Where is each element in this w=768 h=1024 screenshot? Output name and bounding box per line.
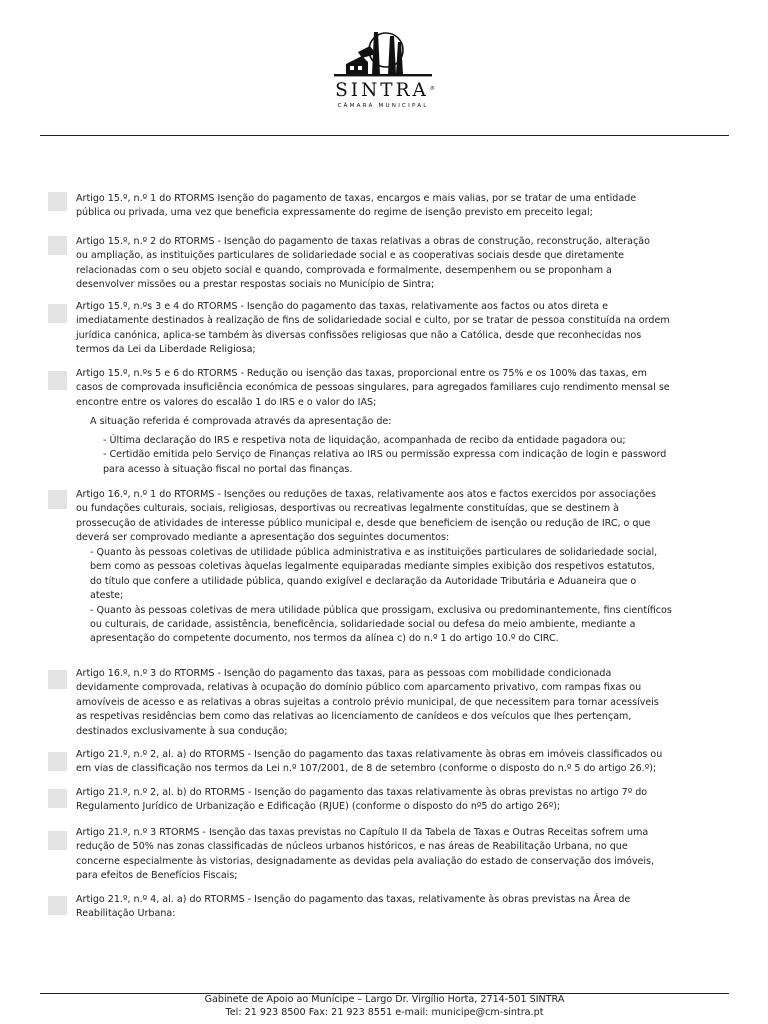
item-text: Artigo 21.º, n.º 2, al. a) do RTORMS - Isenção do pagamento das taxas relativamente às obras em imóveis classificados ou em vias de classificação nos termos da Lei n.º 107/2001, de 8 de setembro (conforme o disposto do n.º 5 do artigo 26.º); — [76, 749, 663, 775]
documentos-line: ateste; — [90, 590, 124, 602]
checkbox[interactable] — [48, 752, 67, 771]
checkbox[interactable] — [48, 490, 67, 509]
documentos-line: ou culturais, de caridade, assistência, beneficência, solidariedade social ou defesa do meio ambiente, mediante a — [90, 619, 636, 631]
documentos-line: bem como as pessoas coletivas àquelas legalmente equiparadas mediante simples exibição dos respetivos estatutos, — [90, 561, 655, 573]
item-text: Artigo 21.º, n.º 3 RTORMS - Isenção das taxas previstas no Capítulo II da Tabela de Taxas e Outras Receitas sofrem uma redução de 50% nas zonas classificadas de núcleos urbanos históricos, e nas áreas de Reabilitação Urbana, no que concerne especialmente às vistorias, designadamente as devidas pela avaliação do estado de conservação dos imóveis, para efeitos de Benefícios Fiscais; — [76, 827, 655, 882]
logo-name: SINTRA — [335, 80, 429, 101]
checkbox[interactable] — [48, 896, 67, 915]
sintra-logo — [330, 22, 440, 112]
item-text: Artigo 21.º, n.º 2, al. b) do RTORMS - Isenção do pagamento das taxas relativamente às obras previstas no artigo 7º do Regulamento Jurídico de Urbanização e Edificação (RJUE) (conforme o disposto do nº5 do artigo 26º); — [76, 787, 648, 813]
situacao-intro: A situação referida é comprovada através da apresentação de: — [90, 416, 392, 427]
checkbox[interactable] — [48, 831, 67, 850]
item-text: Artigo 21.º, n.º 4, al. a) do RTORMS - Isenção do pagamento das taxas, relativamente às obras previstas na Área de Reabilitação Urbana: — [76, 894, 631, 920]
item-text: Artigo 15.º, n.ºs 3 e 4 do RTORMS - Isenção do pagamento das taxas, relativamente aos factos ou atos direta e imediatamente destinados à realização de fins de solidariedade social e culto, por se tratar de pessoa constituída na ordem jurídica canónica, aplica-se também às diversas confissões religiosas que não a Católica, desde que reconhecidas nos termos da Lei da Liberdade Religiosa; — [76, 301, 670, 356]
situacao-line: para acesso à situação fiscal no portal das finanças. — [103, 463, 353, 475]
header-divider — [40, 135, 729, 136]
footer-address: Gabinete de Apoio ao Munícipe – Largo Dr. Virgílio Horta, 2714-501 SINTRA — [204, 994, 565, 1005]
situacao-list — [103, 434, 733, 477]
checkbox[interactable] — [48, 236, 67, 255]
situacao-block — [90, 415, 730, 429]
checkbox[interactable] — [48, 670, 67, 689]
checkbox[interactable] — [48, 192, 67, 211]
item-text: Artigo 15.º, n.ºs 5 e 6 do RTORMS - Redução ou isenção das taxas, proporcional entre os 75% e os 100% das taxas, em casos de comprovada insuficiência económica de pessoas singulares, para agregados familiares cujo rendimento mensal se encontre entre os valores do escalão 1 do IRS e o valor do IAS; — [76, 368, 670, 408]
checkbox[interactable] — [48, 789, 67, 808]
item-text: Artigo 16.º, n.º 1 do RTORMS - Isenções ou reduções de taxas, relativamente aos atos e factos exercidos por associações ou fundações culturais, sociais, religiosas, desportivas ou recreativas legalmente constituídas, que se destinem à prossecução de atividades de interesse público municipal e, desde que beneficiem de isenção ou redução de IRC, o que deverá ser comprovado mediante a apresentação dos seguintes documentos: — [76, 489, 656, 544]
item-text: Artigo 16.º, n.º 3 do RTORMS - Isenção do pagamento das taxas, para as pessoas com mobilidade condicionada devidamente comprovada, relativas à ocupação do domínio público com aparcamento privativo, com rampas fixas ou amovíveis de acesso e as relativas a obras sujeitas a controlo prévio municipal, de que necessitem para tornar acessíveis as respetivas residências bem como das relativas ao licenciamento de canídeos e dos veículos que lhes pertençam, destinados exclusivamente à sua condução; — [76, 668, 659, 737]
sintra-palace-icon — [332, 22, 436, 80]
documentos-line: - Quanto às pessoas coletivas de mera utilidade pública que prossigam, exclusiva ou predominantemente, fins científicos — [90, 604, 672, 616]
documentos-line: do título que confere a utilidade pública, quando exigível e declaração da Autoridade Tributária e Aduaneira que o — [90, 575, 637, 587]
situacao-line: - Certidão emitida pelo Serviço de Finanças relativa ao IRS ou permissão expressa com indicação de login e password — [103, 449, 667, 461]
checkbox[interactable] — [48, 304, 67, 323]
documentos-line: apresentação do competente documento, nos termos da alínea c) do n.º 1 do artigo 10.º do CIRC. — [90, 633, 559, 645]
item-text: Artigo 15.º, n.º 1 do RTORMS Isenção do pagamento de taxas, encargos e mais valias, por se tratar de uma entidade pública ou privada, uma vez que beneficia expressamente do regime de isenção previsto em preceito legal; — [76, 193, 637, 219]
documentos-line: - Quanto às pessoas coletivas de utilidade pública administrativa e as instituições particulares de solidariedade social, — [90, 547, 658, 558]
logo-subtitle: CÂMARA MUNICIPAL — [337, 103, 429, 109]
documentos-list — [90, 546, 730, 647]
registered-mark: ® — [430, 86, 435, 92]
footer — [40, 994, 729, 1019]
situacao-line: - Última declaração do IRS e respetiva nota de liquidação, acompanhada de recibo da entidade pagadora ou; — [103, 435, 626, 446]
item-text: Artigo 15.º, n.º 2 do RTORMS - Isenção do pagamento de taxas relativas a obras de construção, reconstrução, alteração ou ampliação, as instituições particulares de solidariedade social e as cooperativas sociais desde que diretamente relacionadas com o seu objeto social e quando, comprovada e formalmente, desempenhem ou se proponham a desenvolver missões ou a prestar respostas sociais no Município de Sintra; — [76, 236, 650, 291]
checkbox[interactable] — [48, 371, 67, 390]
footer-contacts: Tel: 21 923 8500 Fax: 21 923 8551 e-mail: municipe@cm-sintra.pt — [225, 1006, 544, 1018]
